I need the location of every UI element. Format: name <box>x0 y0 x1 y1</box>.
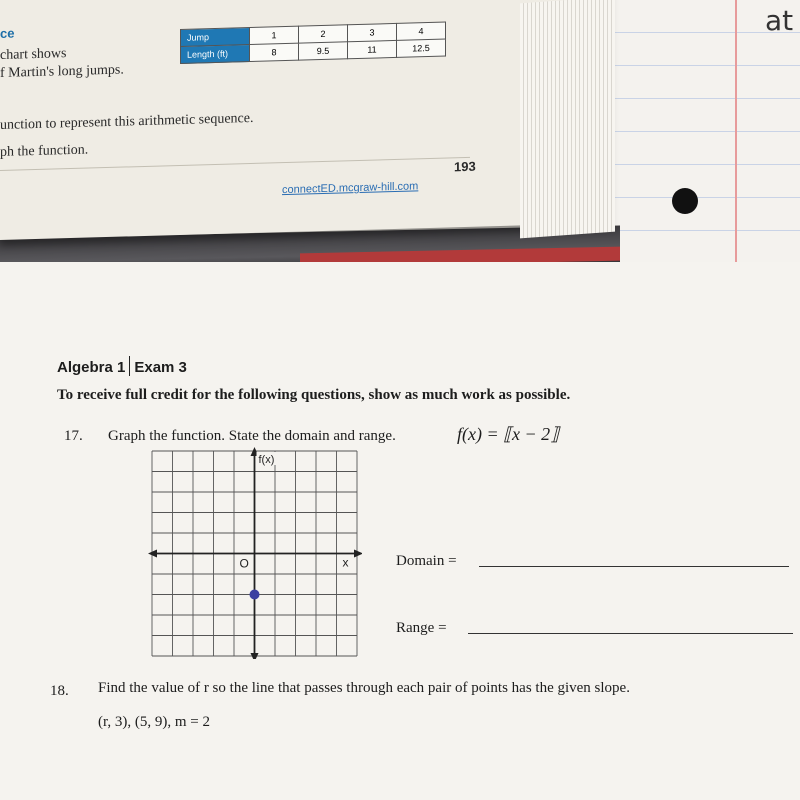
coordinate-grid[interactable] <box>148 447 362 659</box>
course-name: Algebra 1 <box>57 359 126 376</box>
table-cell: 9.5 <box>299 42 348 60</box>
textbook-line-1: chart shows <box>0 46 67 63</box>
table-cell: 8 <box>250 43 299 61</box>
question-17-number: 17. <box>64 428 83 444</box>
jump-table <box>180 22 446 64</box>
question-18-text: Find the value of r so the line that passes through each pair of points has the given slope. <box>98 680 630 696</box>
notebook-hole <box>672 188 698 214</box>
book-pages-edge <box>520 0 615 238</box>
range-label: Range = <box>396 620 447 636</box>
page-number: 193 <box>454 158 476 175</box>
x-axis-arrow-right <box>354 550 362 558</box>
plotted-point <box>250 590 260 600</box>
question-17-text: Graph the function. State the domain and range. <box>108 428 396 444</box>
x-axis-label: x <box>342 555 349 570</box>
textbook-page <box>0 0 610 240</box>
table-row-label: Jump <box>181 28 250 47</box>
origin-label: O <box>239 556 249 571</box>
notebook-handwriting: at <box>765 4 794 37</box>
title-divider <box>129 356 130 376</box>
range-answer-line[interactable] <box>468 633 793 634</box>
notebook-paper <box>600 0 800 262</box>
exam-instructions: To receive full credit for the following questions, show as much work as possible. <box>57 387 571 403</box>
question-18-number: 18. <box>50 683 69 699</box>
y-axis-label: f(x) <box>258 454 275 466</box>
textbook-line-3: unction to represent this arithmetic sequence. <box>0 110 254 133</box>
table-cell: 2 <box>299 25 348 43</box>
textbook-heading: ce <box>0 25 15 41</box>
table-cell: 1 <box>250 26 299 44</box>
table-cell: 12.5 <box>397 39 446 57</box>
table-cell: 3 <box>348 23 397 41</box>
domain-answer-line[interactable] <box>479 566 789 567</box>
textbook-link[interactable]: connectED.mcgraw-hill.com <box>282 180 419 197</box>
x-axis-arrow-left <box>148 550 157 558</box>
table-cell: 4 <box>397 22 446 40</box>
domain-label: Domain = <box>396 553 457 569</box>
question-17-function: f(x) = ⟦x − 2⟧ <box>457 424 560 444</box>
exam-title <box>57 356 187 376</box>
notebook-margin-line <box>735 0 737 262</box>
table-cell: 11 <box>348 40 397 58</box>
table-row-label: Length (ft) <box>181 45 250 64</box>
textbook-line-4: ph the function. <box>0 142 89 160</box>
textbook-line-2: f Martin's long jumps. <box>0 62 124 81</box>
question-18-points: (r, 3), (5, 9), m = 2 <box>98 714 211 730</box>
exam-name: Exam 3 <box>134 359 187 376</box>
